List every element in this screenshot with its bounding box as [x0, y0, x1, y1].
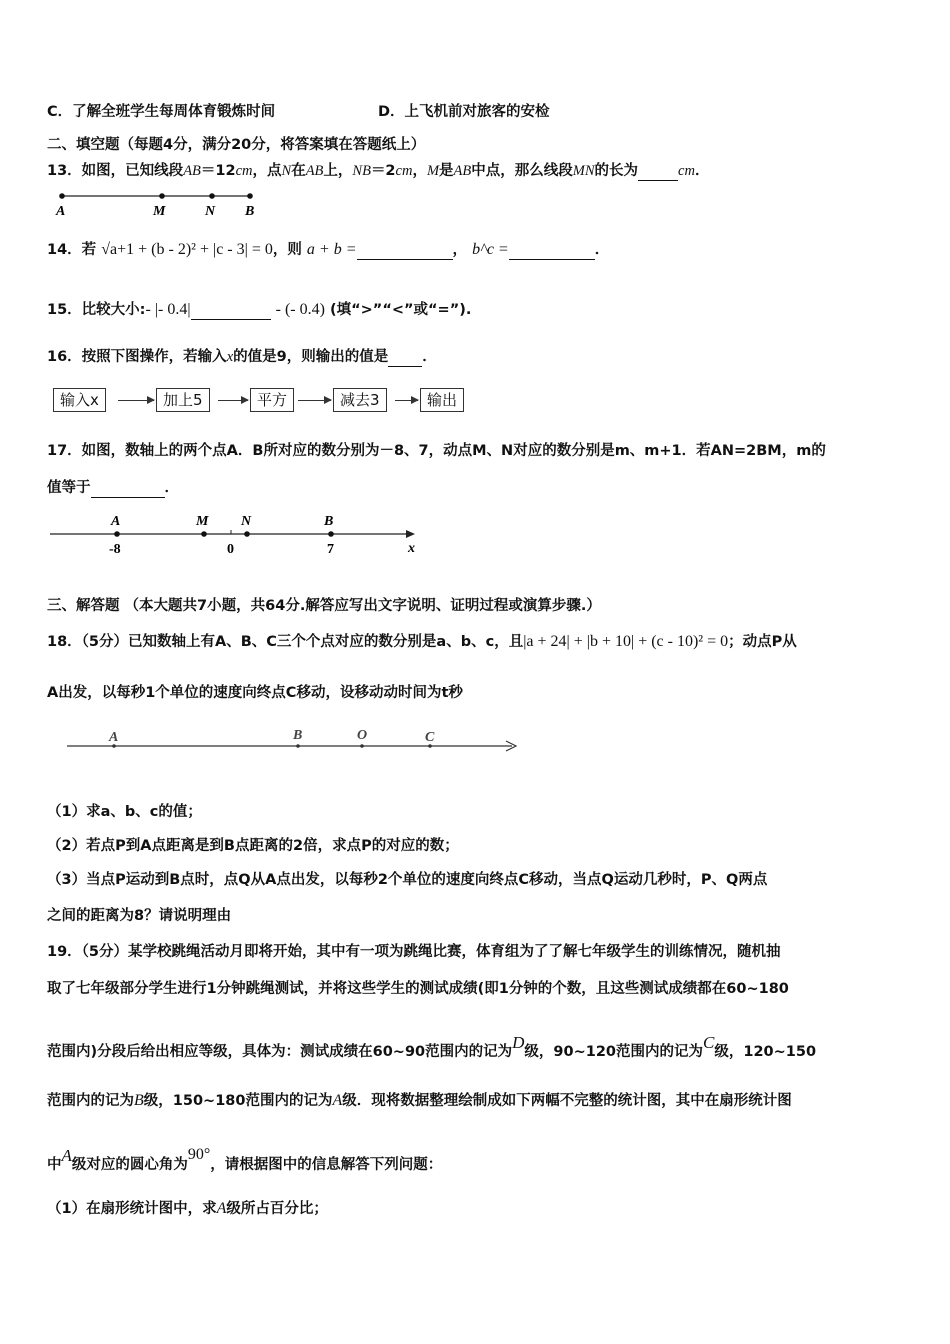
tick-label-neg8: -8	[109, 542, 121, 557]
label-o: O	[357, 728, 368, 743]
point-a	[59, 193, 65, 199]
q18-sub2: （2）若点P到A点距离是到B点距离的2倍，求点P的对应的数；	[47, 838, 459, 854]
q17-answer-blank[interactable]	[91, 481, 165, 498]
q14-expression: √a+1 + (b - 2)² + |c - 3| = 0	[101, 241, 273, 258]
point-o	[360, 744, 364, 748]
section3-heading: 三、解答题 （本大题共7小题，共64分.解答应写出文字说明、证明过程或演算步骤.）	[47, 598, 601, 614]
flow-arrow-3	[298, 400, 331, 401]
tick-label-0: 0	[227, 542, 234, 557]
q16-text: 16．按照下图操作，若输入x的值是9，则输出的值是 ．	[47, 349, 437, 365]
q19-line3: 范围内)分段后给出相应等级，具体为：测试成绩在60~90范围内的记为D级，90~120范围内的记为C级，120~150	[47, 1033, 817, 1060]
q19-line5: 中A级对应的圆心角为90°，请根据图中的信息解答下列问题：	[47, 1146, 443, 1173]
point-n	[244, 531, 250, 537]
q14-answer-blank-1[interactable]	[357, 243, 453, 260]
option-d: D．上飞机前对旅客的安检	[378, 104, 550, 120]
q18-expression: |a + 24| + |b + 10| + (c - 10)² = 0	[523, 633, 729, 650]
option-c: C．了解全班学生每周体育锻炼时间	[47, 104, 276, 120]
q19-line1: 19．（5分）某学校跳绳活动月即将开始，其中有一项为跳绳比赛，体育组为了了解七年级学生的训练情况，随机抽	[47, 944, 781, 960]
flow-arrow-2	[218, 400, 248, 401]
flow-sub3-box: 减去3	[333, 388, 387, 412]
label-c: C	[425, 730, 435, 745]
point-b	[247, 193, 253, 199]
q17-number-line	[45, 508, 425, 560]
q18-sub1: （1）求a、b、c的值；	[47, 804, 202, 820]
q19-line4: 范围内的记为B级，150~180范围内的记为A级．现将数据整理绘制成如下两幅不完整的统计图，其中在扇形统计图	[47, 1092, 792, 1109]
label-n: N	[241, 514, 252, 529]
flow-output-box: 输出	[420, 388, 464, 412]
q13-answer-blank[interactable]	[638, 164, 678, 181]
q16-answer-blank[interactable]	[388, 350, 422, 367]
point-n	[209, 193, 215, 199]
label-a: A	[109, 730, 119, 745]
flow-arrow-1	[118, 400, 154, 401]
flow-arrow-4	[395, 400, 418, 401]
q17-line1: 17．如图，数轴上的两个点A．B所对应的数分别为－8、7，动点M、N对应的数分别是m、m+1．若AN=2BM，m的	[47, 443, 826, 459]
section2-heading: 二、填空题（每题4分，满分20分，将答案填在答题纸上）	[47, 137, 426, 153]
flow-add5-box: 加上5	[156, 388, 210, 412]
axis-arrowhead	[406, 530, 415, 538]
label-a: A	[56, 204, 66, 219]
label-m: M	[196, 514, 209, 529]
point-m	[201, 531, 207, 537]
label-b: B	[324, 514, 334, 529]
q18-sub3-line1: （3）当点P运动到B点时，点Q从A点出发，以每秒2个单位的速度向终点C移动，当点Q运动几秒时，P、Q两点	[47, 872, 768, 888]
tick-label-7: 7	[327, 542, 334, 557]
point-b	[328, 531, 334, 537]
q18-line2: A出发，以每秒1个单位的速度向终点C移动，设移动动时间为t秒	[47, 685, 463, 701]
flow-square-box: 平方	[250, 388, 294, 412]
label-b: B	[293, 728, 303, 743]
q15-answer-blank[interactable]	[191, 303, 271, 320]
q14-text: 14．若 √a+1 + (b - 2)² + |c - 3| = 0，则 a + b = ， b^c = ．	[47, 241, 610, 258]
point-b	[296, 744, 300, 748]
point-m	[159, 193, 165, 199]
flow-input-box: 输入x	[53, 388, 106, 412]
q13-segment-figure	[50, 188, 270, 220]
label-b: B	[245, 204, 255, 219]
label-m: M	[153, 204, 166, 219]
label-n: N	[205, 204, 216, 219]
label-a: A	[111, 514, 121, 529]
q17-line2: 值等于 ．	[47, 480, 179, 496]
axis-var-label: x	[408, 541, 415, 556]
q18-number-line	[62, 724, 522, 758]
q19-sub1: （1）在扇形统计图中，求A级所占百分比；	[47, 1200, 328, 1217]
q18-line1: 18．（5分）已知数轴上有A、B、C三个个点对应的数分别是a、b、c，且|a + 24| + |b + 10| + (c - 10)² = 0；动点P从	[47, 633, 797, 650]
q13-text: 13．如图，已知线段AB＝12cm，点N在AB上，NB＝2cm，M是AB中点，那么线段MN的长为 cm．	[47, 163, 710, 179]
q14-answer-blank-2[interactable]	[509, 243, 595, 260]
q15-text: 15．比较大小:- |- 0.4| - (- 0.4) (填“>”“<”或“=”).	[47, 301, 472, 318]
q18-sub3-line2: 之间的距离为8？请说明理由	[47, 908, 232, 924]
q19-line2: 取了七年级部分学生进行1分钟跳绳测试，并将这些学生的测试成绩(即1分钟的个数，且这些测试成绩都在60~180	[47, 981, 789, 997]
point-a	[114, 531, 120, 537]
